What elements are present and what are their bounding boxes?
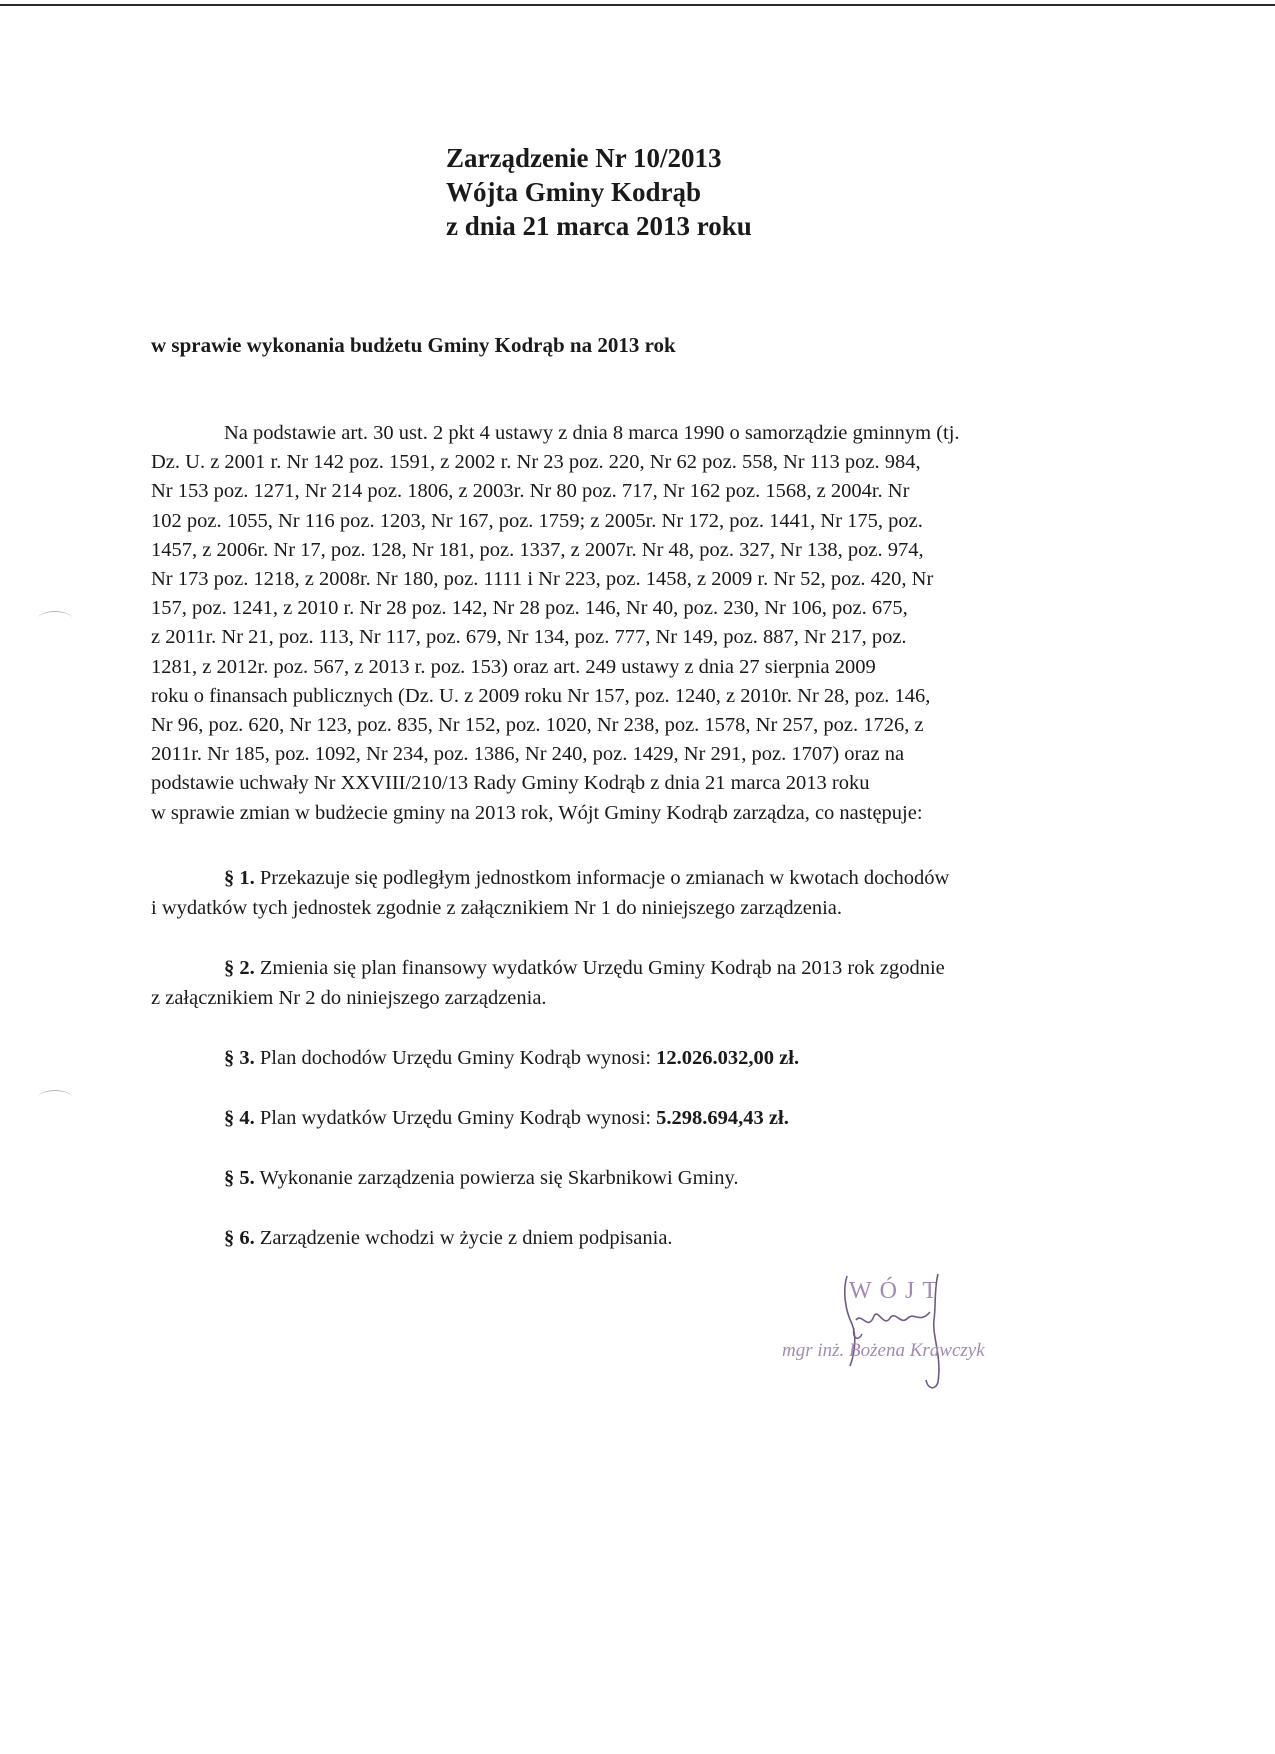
scan-artifact [38,611,72,626]
title-line: Wójta Gminy Kodrąb [446,177,702,207]
stamp-office: WÓJT [849,1278,945,1304]
document-title [446,141,966,243]
section-mark: § 3. [224,1047,255,1069]
paragraph-text: Plan wydatków Urzędu Gminy Kodrąb wynosi: [254,1107,657,1129]
legal-basis-paragraph [151,419,1131,828]
paragraph-1 [151,863,1131,923]
scan-top-border [0,4,1275,6]
section-mark: § 2. [224,957,255,979]
preamble-line: 1457, z 2006r. Nr 17, poz. 128, Nr 181, poz. 1337, z 2007r. Nr 48, poz. 327, Nr 138, poz. 974, [151,538,924,561]
preamble-line: podstawie uchwały Nr XXVIII/210/13 Rady Gminy Kodrąb z dnia 21 marca 2013 roku [151,772,870,795]
preamble-line: 1281, z 2012r. poz. 567, z 2013 r. poz. 153) oraz art. 249 ustawy z dnia 27 sierpnia 2009 [151,655,876,678]
expense-amount: 5.298.694,43 zł. [656,1107,789,1129]
section-mark: § 1. [224,867,255,889]
paragraph-line: z załącznikiem Nr 2 do niniejszego zarządzenia. [151,987,547,1009]
preamble-line: Nr 153 poz. 1271, Nr 214 poz. 1806, z 2003r. Nr 80 poz. 717, Nr 162 poz. 1568, z 2004r. Nr [151,480,910,503]
paragraph-line [151,1043,1131,1073]
paragraph-2 [151,953,1131,1013]
scan-artifact [38,1090,72,1105]
stamp-name: mgr inż. Bożena Krawczyk [782,1340,985,1361]
paragraph-text: Wykonanie zarządzenia powierza się Skarbnikowi Gminy. [254,1167,739,1189]
paragraph-5 [151,1163,1131,1193]
paragraph-line [151,863,1131,893]
paragraph-line [151,1223,1131,1253]
section-mark: § 6. [224,1227,255,1249]
paragraph-text: Przekazuje się podległym jednostkom informacje o zmianach w kwotach dochodów [254,867,950,889]
preamble-line: Nr 96, poz. 620, Nr 123, poz. 835, Nr 152, poz. 1020, Nr 238, poz. 1578, Nr 257, poz. 1726, z [151,714,924,737]
paragraph-text: Zmienia się plan finansowy wydatków Urzędu Gminy Kodrąb na 2013 rok zgodnie [254,957,945,979]
section-mark: § 4. [224,1107,255,1129]
preamble-line: Na podstawie art. 30 ust. 2 pkt 4 ustawy z dnia 8 marca 1990 o samorządzie gminnym (tj. [224,422,960,444]
title-line: Zarządzenie Nr 10/2013 [446,143,722,173]
paragraph-text: Plan dochodów Urzędu Gminy Kodrąb wynosi: [254,1047,657,1069]
preamble-line: Nr 173 poz. 1218, z 2008r. Nr 180, poz. 1111 i Nr 223, poz. 1458, z 2009 r. Nr 52, poz. 420, Nr [151,568,934,591]
paragraph-line [151,953,1131,983]
preamble-line: 102 poz. 1055, Nr 116 poz. 1203, Nr 167, poz. 1759; z 2005r. Nr 172, poz. 1441, Nr 175, poz. [151,509,923,532]
paragraph-line: i wydatków tych jednostek zgodnie z załącznikiem Nr 1 do niniejszego zarządzenia. [151,897,843,919]
preamble-line: Dz. U. z 2001 r. Nr 142 poz. 1591, z 2002 r. Nr 23 poz. 220, Nr 62 poz. 558, Nr 113 poz. 984, [151,451,921,474]
paragraph-line [151,1103,1131,1133]
paragraph-line [151,1163,1131,1193]
paragraph-text: Zarządzenie wchodzi w życie z dniem podpisania. [254,1227,673,1249]
title-line: z dnia 21 marca 2013 roku [446,211,752,241]
paragraph-4 [151,1103,1131,1133]
official-stamp [782,1272,1082,1392]
document-subject: w sprawie wykonania budżetu Gminy Kodrąb na 2013 rok [151,333,676,357]
preamble-line: 2011r. Nr 185, poz. 1092, Nr 234, poz. 1386, Nr 240, poz. 1429, Nr 291, poz. 1707) oraz na [151,743,905,766]
preamble-line: roku o finansach publicznych (Dz. U. z 2009 roku Nr 157, poz. 1240, z 2010r. Nr 28, poz. 146, [151,684,931,707]
preamble-line: 157, poz. 1241, z 2010 r. Nr 28 poz. 142, Nr 28 poz. 146, Nr 40, poz. 230, Nr 106, poz. 675, [151,597,908,620]
handwritten-signature [842,1272,1082,1392]
section-mark: § 5. [224,1167,255,1189]
preamble-line: z 2011r. Nr 21, poz. 113, Nr 117, poz. 679, Nr 134, poz. 777, Nr 149, poz. 887, Nr 217, poz. [151,626,907,649]
paragraph-6 [151,1223,1131,1253]
preamble-line: w sprawie zmian w budżecie gminy na 2013 rok, Wójt Gminy Kodrąb zarządza, co następuje: [151,801,923,824]
income-amount: 12.026.032,00 zł. [656,1047,800,1069]
paragraph-3 [151,1043,1131,1073]
